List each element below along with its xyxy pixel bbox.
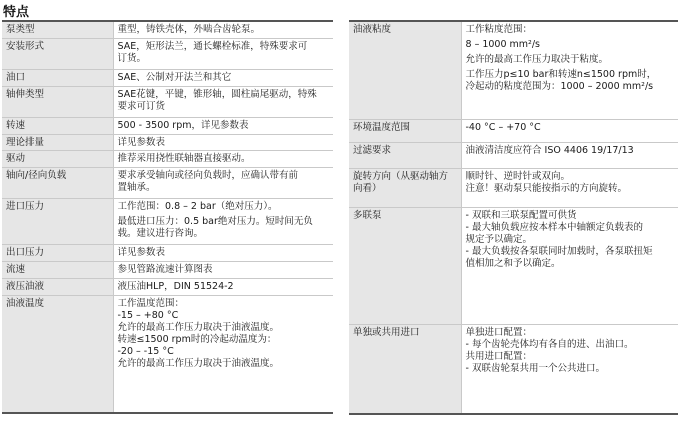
spec-row bbox=[2, 244, 333, 261]
spec-value-line: -20 – -15 °C bbox=[117, 345, 174, 357]
spec-value bbox=[113, 38, 333, 69]
spec-value-line: 订货。 bbox=[117, 52, 147, 64]
spec-value-line: -40 °C – +70 °C bbox=[465, 121, 541, 133]
spec-value-line: 载。建议进行咨询。 bbox=[117, 227, 204, 239]
spec-label: 转速 bbox=[2, 117, 113, 134]
spec-value-line: 单独进口配置： bbox=[465, 326, 533, 338]
spec-row bbox=[2, 150, 333, 167]
spec-value bbox=[461, 207, 678, 324]
spec-value-line: - 双联齿轮泵共用一个公共进口。 bbox=[465, 362, 605, 374]
spec-value bbox=[113, 261, 333, 278]
spec-value bbox=[113, 198, 333, 244]
spec-value-line: 注意！驱动泵只能按指示的方向旋转。 bbox=[465, 182, 628, 194]
spec-value-line: - 最大负载按各泵联同时加载时，各泵联扭矩 bbox=[465, 245, 653, 257]
spec-table-left bbox=[2, 20, 333, 414]
spec-value-line: 规定予以确定。 bbox=[465, 233, 533, 245]
spec-label: 油液温度 bbox=[2, 295, 113, 413]
spec-value-line: 500 - 3500 rpm，详见参数表 bbox=[117, 119, 249, 131]
spec-label: 泵类型 bbox=[2, 21, 113, 38]
spec-value-line: 油液清洁度应符合 ISO 4406 19/17/13 bbox=[465, 144, 634, 156]
spec-row bbox=[349, 168, 678, 207]
spec-value bbox=[461, 324, 678, 414]
spec-value-line: 最低进口压力：0.5 bar绝对压力。短时间无负 bbox=[117, 215, 313, 227]
spec-value-line: 允许的最高工作压力取决于油液温度。 bbox=[117, 321, 280, 333]
spec-label: 轴伸类型 bbox=[2, 86, 113, 117]
spec-row bbox=[2, 278, 333, 295]
spec-value bbox=[461, 142, 678, 168]
spec-value-line: 冷起动的粘度范围为：1000 – 2000 mm²/s bbox=[465, 81, 654, 92]
spec-label: 轴向/径向负载 bbox=[2, 167, 113, 198]
spec-value-line: 要求承受轴向或径向负载时，应确认带有前 bbox=[117, 169, 299, 181]
spec-label: 驱动 bbox=[2, 150, 113, 167]
spec-label: 出口压力 bbox=[2, 244, 113, 261]
spec-label: 油口 bbox=[2, 69, 113, 86]
spec-label: 安装形式 bbox=[2, 38, 113, 69]
spec-label: 过滤要求 bbox=[349, 142, 461, 168]
spec-label: 旋转方向（从驱动轴方向看） bbox=[349, 168, 461, 207]
spec-value-line: - 双联和三联泵配置可供货 bbox=[465, 209, 577, 221]
spec-row bbox=[2, 134, 333, 150]
spec-value-line: 推荐采用挠性联轴器直接驱动。 bbox=[117, 152, 251, 164]
spec-value-line: 允许的最高工作压力取决于油液温度。 bbox=[117, 357, 280, 369]
spec-label: 理论排量 bbox=[2, 134, 113, 150]
spec-value-line: 顺时针、逆时针或双向。 bbox=[465, 170, 571, 182]
spec-value-line: 工作压力p≤10 bar和转速n≤1500 rpm时， bbox=[465, 69, 657, 80]
spec-row bbox=[2, 21, 333, 38]
spec-value-line: 详见参数表 bbox=[117, 246, 166, 258]
spec-value bbox=[461, 21, 678, 119]
spec-row bbox=[2, 117, 333, 134]
spec-value-line: SAE，矩形法兰，通长螺栓标准，特殊要求可 bbox=[117, 40, 308, 52]
spec-value bbox=[113, 278, 333, 295]
spec-row bbox=[349, 207, 678, 324]
spec-value bbox=[113, 167, 333, 198]
spec-row bbox=[2, 86, 333, 117]
spec-value-line: 工作温度范围： bbox=[117, 297, 185, 309]
section-title: 特点 bbox=[3, 5, 30, 20]
spec-value-line: 共用进口配置： bbox=[465, 350, 533, 362]
spec-value-line: 置轴承。 bbox=[117, 181, 156, 193]
spec-value-line: - 最大轴负载应按本样本中轴额定负载表的 bbox=[465, 221, 643, 233]
spec-value-line: 重型，铸铁壳体，外啮合齿轮泵。 bbox=[117, 24, 261, 35]
spec-value-line: 转速≤1500 rpm时的冷起动温度为： bbox=[117, 333, 277, 345]
spec-row bbox=[349, 21, 678, 119]
spec-label: 单独或共用进口 bbox=[349, 324, 461, 414]
spec-value bbox=[113, 244, 333, 261]
spec-label: 环境温度范围 bbox=[349, 119, 461, 142]
spec-row bbox=[2, 167, 333, 198]
spec-label: 多联泵 bbox=[349, 207, 461, 324]
spec-row bbox=[349, 142, 678, 168]
spec-table-right bbox=[349, 20, 678, 415]
spec-value bbox=[113, 86, 333, 117]
spec-value-line: 允许的最高工作压力取决于粘度。 bbox=[465, 54, 609, 65]
spec-value-line: 工作范围：0.8 – 2 bar（绝对压力）。 bbox=[117, 200, 278, 212]
spec-value bbox=[461, 119, 678, 142]
spec-row bbox=[2, 198, 333, 244]
spec-value bbox=[113, 295, 333, 413]
spec-label: 液压油液 bbox=[2, 278, 113, 295]
spec-value-line: - 每个齿轮壳体均有各自的进、出油口。 bbox=[465, 338, 634, 350]
spec-row bbox=[2, 261, 333, 278]
spec-value bbox=[113, 150, 333, 167]
spec-value-line: 参见管路流速计算图表 bbox=[117, 263, 213, 275]
spec-value-line: -15 – +80 °C bbox=[117, 309, 179, 321]
spec-label: 油液粘度 bbox=[349, 21, 461, 119]
spec-row bbox=[349, 324, 678, 414]
spec-value bbox=[461, 168, 678, 207]
spec-value-line: 值相加之和予以确定。 bbox=[465, 257, 561, 269]
spec-row bbox=[2, 38, 333, 69]
spec-value-line: 工作粘度范围： bbox=[465, 24, 533, 35]
spec-value bbox=[113, 117, 333, 134]
spec-value bbox=[113, 69, 333, 86]
spec-row bbox=[2, 69, 333, 86]
spec-row bbox=[349, 119, 678, 142]
spec-label: 流速 bbox=[2, 261, 113, 278]
spec-value-line: 8 – 1000 mm²/s bbox=[465, 39, 540, 50]
spec-value-line: 液压油HLP，DIN 51524-2 bbox=[117, 280, 234, 292]
spec-label: 进口压力 bbox=[2, 198, 113, 244]
spec-value-line: 详见参数表 bbox=[117, 136, 166, 148]
spec-value-line: SAE花键，平键，锥形轴，圆柱扁尾驱动，特殊 bbox=[117, 88, 317, 100]
spec-value-line: SAE、公制对开法兰和其它 bbox=[117, 71, 232, 83]
spec-value bbox=[113, 21, 333, 38]
spec-value bbox=[113, 134, 333, 150]
spec-row bbox=[2, 295, 333, 413]
spec-value-line: 要求可订货 bbox=[117, 100, 166, 112]
